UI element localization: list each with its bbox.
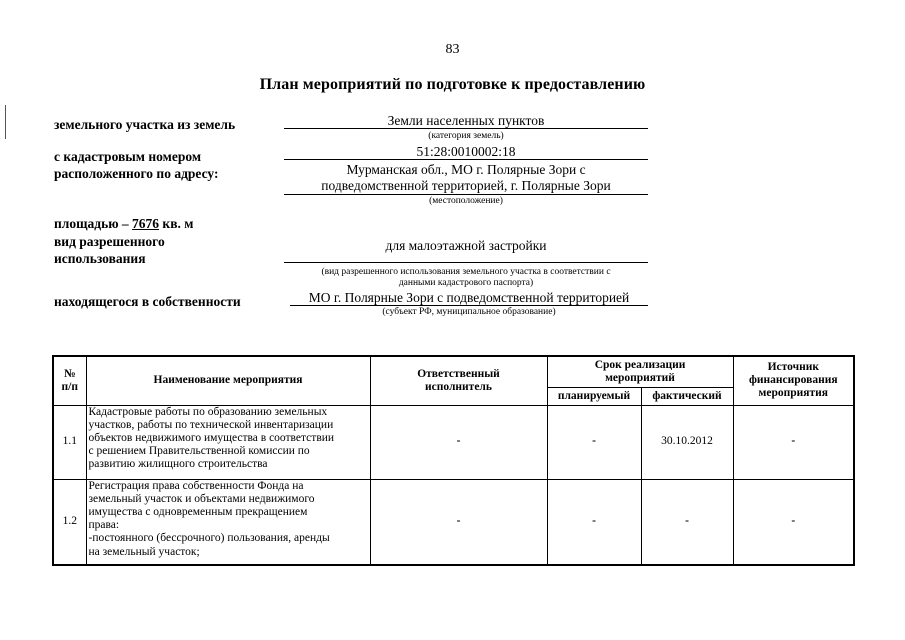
header-num-line1: № <box>63 367 76 380</box>
margin-mark <box>5 105 6 139</box>
row-actual: 30.10.2012 <box>641 405 733 479</box>
row-num: 1.1 <box>53 405 86 479</box>
header-responsible-line2: исполнитель <box>425 380 492 393</box>
address-label: расположенного по адресу: <box>54 166 219 181</box>
header-term <box>547 356 733 387</box>
permitted-use-hint-line2: данными кадастрового паспорта) <box>398 278 534 288</box>
header-term-line1: Срок реализации <box>594 358 686 371</box>
row-source: - <box>733 479 854 565</box>
page-title: План мероприятий по подготовке к предоставлению <box>259 76 646 93</box>
address-value-line2: подведомственной территорией, г. Полярные Зори <box>321 178 611 193</box>
ownership-value: МО г. Полярные Зори с подведомственной территорией <box>308 290 630 305</box>
cadastral-underline <box>284 159 648 160</box>
table-row <box>53 405 854 479</box>
land-category-label: земельного участка из земель <box>54 117 236 132</box>
header-actual: фактический <box>641 387 733 405</box>
table-header-row <box>53 356 854 387</box>
row-name-line: Кадастровые работы по образованию земельных <box>88 405 328 418</box>
cadastral-value: 51:28:0010002:18 <box>416 144 516 159</box>
area-label <box>54 215 193 232</box>
cadastral-label: с кадастровым номером <box>54 149 202 164</box>
header-num-line2: п/п <box>61 380 78 393</box>
address-value-line1: Мурманская обл., МО г. Полярные Зори с <box>346 162 586 177</box>
row-name-line: развитию жилищного строительства <box>88 458 268 471</box>
permitted-use-label-line2: использования <box>54 251 146 266</box>
row-name-line: права: <box>88 519 120 532</box>
row-num: 1.2 <box>53 479 86 565</box>
row-name <box>86 479 370 565</box>
ownership-hint: (субъект РФ, муниципальное образование) <box>382 307 556 317</box>
permitted-use-underline <box>284 262 648 263</box>
header-source <box>733 356 854 405</box>
row-planned: - <box>547 479 641 565</box>
page-number: 83 <box>445 42 460 57</box>
row-responsible: - <box>370 405 547 479</box>
header-name: Наименование мероприятия <box>86 356 370 405</box>
permitted-use-hint-line1: (вид разрешенного использования земельного участка в соответствии с <box>321 267 611 277</box>
row-name-line: на земельный участок; <box>88 545 200 558</box>
header-responsible <box>370 356 547 405</box>
row-name-line: Регистрация права собственности Фонда на <box>88 479 304 492</box>
table-row <box>53 479 854 565</box>
row-planned: - <box>547 405 641 479</box>
row-name-line: -постоянного (бессрочного) пользования, аренды <box>88 532 330 545</box>
row-name-line: имущества с одновременным прекращением <box>88 505 308 518</box>
header-source-line1: Источник <box>767 361 819 374</box>
row-name <box>86 405 370 479</box>
row-name-line: с решением Правительственной комиссии по <box>88 445 310 458</box>
area-label-prefix: площадью – <box>54 216 129 231</box>
land-category-underline <box>284 128 648 129</box>
row-name-line: участков, работы по технической инвентаризации <box>88 418 334 431</box>
permitted-use-label-line1: вид разрешенного <box>54 234 165 249</box>
land-category-value: Земли населенных пунктов <box>387 113 545 128</box>
plan-table <box>52 355 855 566</box>
header-source-line3: мероприятия <box>758 387 828 400</box>
permitted-use-value: для малоэтажной застройки <box>385 238 547 253</box>
row-source: - <box>733 405 854 479</box>
header-source-line2: финансирования <box>748 374 838 387</box>
area-label-suffix: кв. м <box>162 216 194 231</box>
header-num <box>53 356 86 405</box>
header-responsible-line1: Ответственный <box>417 367 500 380</box>
land-category-hint: (категория земель) <box>428 131 504 141</box>
address-hint: (местоположение) <box>429 196 503 206</box>
area-number: 7676 <box>132 216 160 231</box>
header-term-line2: мероприятий <box>605 371 675 384</box>
row-name-line: земельный участок и объектами недвижимого <box>88 492 315 505</box>
row-actual: - <box>641 479 733 565</box>
header-planned: планируемый <box>547 387 641 405</box>
row-responsible: - <box>370 479 547 565</box>
row-name-line: объектов недвижимого имущества в соответствии <box>88 431 335 444</box>
ownership-label: находящегося в собственности <box>54 294 241 309</box>
